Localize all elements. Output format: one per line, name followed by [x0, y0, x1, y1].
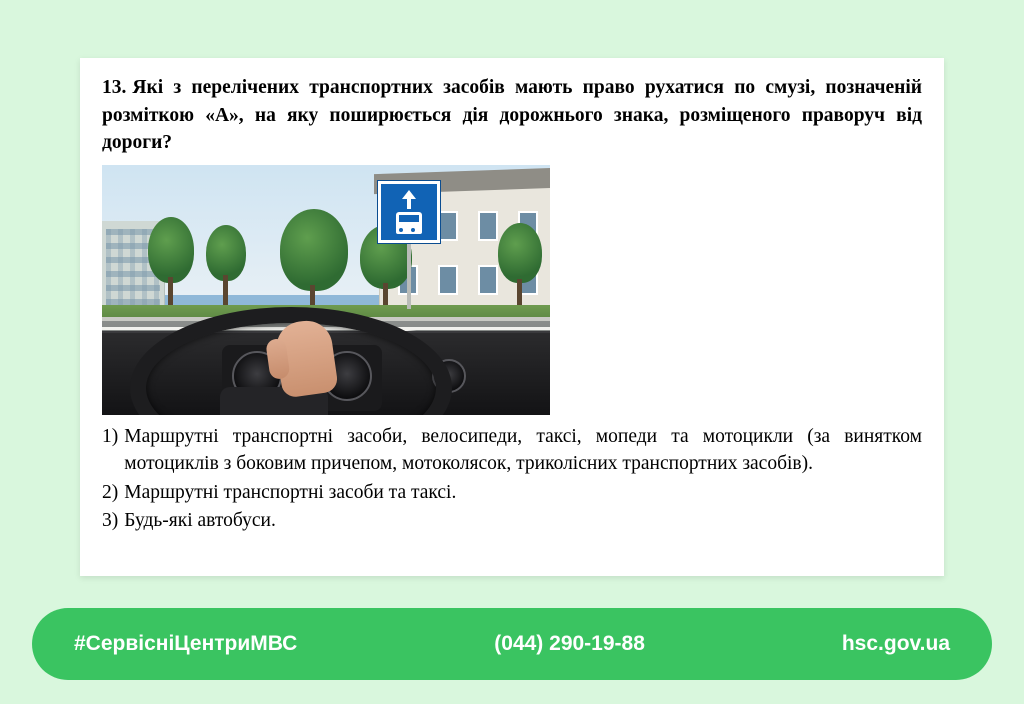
question-body: Які з перелічених транспортних засобів мають право рухатися по смузі, позначеній розміткою «А», на яку поширюється дія дорожнього знака, розміщеного праворуч від дороги?: [102, 77, 922, 154]
question-card: [80, 58, 944, 576]
answer-text: Маршрутні транспортні засоби, велосипеди, таксі, мопеди та мотоцикли (за винятком мотоциклів з боковим причепом, мотоколясок, триколісних транспортних засобів).: [124, 426, 922, 475]
tree: [280, 209, 348, 291]
bus-lane-sign-icon: [378, 181, 440, 243]
tree-trunk: [223, 275, 228, 307]
window: [478, 265, 498, 295]
tree: [498, 223, 542, 283]
sign-post: [407, 243, 411, 309]
footer-phone[interactable]: (044) 290-19-88: [494, 632, 645, 655]
footer-hashtag: #СервісніЦентриМВС: [74, 632, 298, 655]
answer-option-1[interactable]: [102, 423, 922, 478]
window: [438, 211, 458, 241]
window: [478, 211, 498, 241]
answer-text: Маршрутні транспортні засоби та таксі.: [124, 481, 457, 503]
tree: [206, 225, 246, 281]
answer-marker: 1): [102, 426, 119, 448]
answers-list: [102, 423, 922, 534]
footer-bar: [32, 608, 992, 680]
answer-marker: 3): [102, 509, 119, 531]
footer-website-link[interactable]: hsc.gov.ua: [841, 632, 950, 655]
illustration-photo: [102, 165, 550, 415]
arrow-stem: [407, 198, 411, 209]
tree-trunk: [168, 277, 173, 307]
answer-option-2[interactable]: [102, 479, 922, 506]
answer-option-3[interactable]: [102, 507, 922, 534]
answer-text: Будь-які автобуси.: [124, 509, 276, 531]
question-text: [102, 74, 922, 157]
answer-marker: 2): [102, 481, 119, 503]
window: [438, 265, 458, 295]
bus-icon: [396, 212, 422, 234]
question-number: 13.: [102, 77, 127, 98]
tree: [148, 217, 194, 283]
